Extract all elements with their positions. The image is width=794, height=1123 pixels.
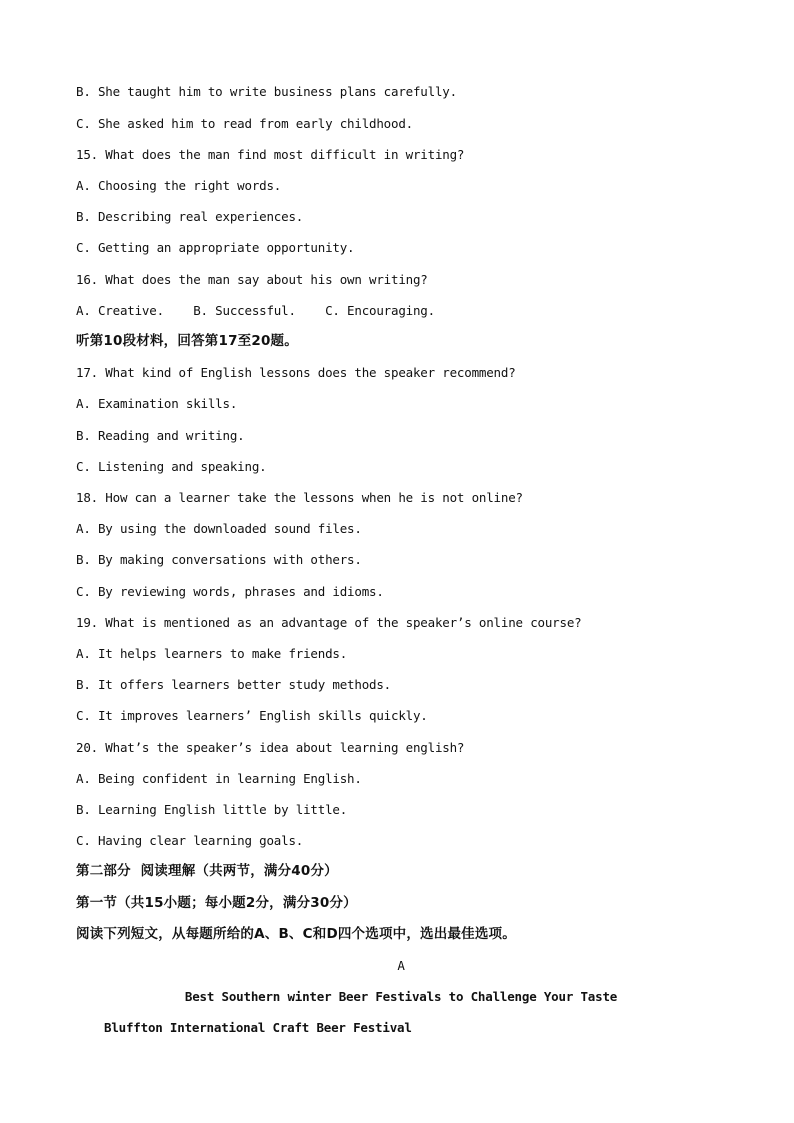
q17-question: 17. What kind of English lessons does the speaker recommend?: [76, 365, 516, 380]
section1-heading: 第一节（共15小题；每小题2分，满分30分）: [76, 895, 357, 911]
q14-option-c: C. She asked him to read from early childhood.: [76, 116, 413, 131]
q16-question: 16. What does the man say about his own writing?: [76, 272, 428, 287]
q18-option-a: A. By using the downloaded sound files.: [76, 521, 362, 536]
q17-option-c: C. Listening and speaking.: [76, 459, 267, 474]
q18-question: 18. How can a learner take the lessons when he is not online?: [76, 490, 523, 505]
q15-option-a: A. Choosing the right words.: [76, 178, 282, 193]
q19-option-b: B. It offers learners better study methods.: [76, 677, 392, 692]
section10-instruction: 听第10段材料，回答第17至20题。: [76, 333, 298, 349]
q18-option-c: C. By reviewing words, phrases and idioms.: [76, 584, 384, 599]
q19-question: 19. What is mentioned as an advantage of the speaker’s online course?: [76, 615, 582, 630]
q18-option-b: B. By making conversations with others.: [76, 552, 362, 567]
q14-option-b: B. She taught him to write business plans carefully.: [76, 84, 457, 99]
q15-option-b: B. Describing real experiences.: [76, 209, 304, 224]
q17-option-a: A. Examination skills.: [76, 396, 238, 411]
q20-option-b: B. Learning English little by little.: [76, 802, 348, 817]
q20-option-c: C. Having clear learning goals.: [76, 833, 304, 848]
q20-option-a: A. Being confident in learning English.: [76, 771, 362, 786]
q16-options: A. Creative. B. Successful. C. Encouraging.: [76, 303, 435, 318]
part2-heading: 第二部分 阅读理解（共两节，满分40分）: [76, 863, 338, 879]
reading-instruction: 阅读下列短文，从每题所给的A、B、C和D四个选项中，选出最佳选项。: [76, 926, 516, 942]
q20-question: 20. What’s the speaker’s idea about learning english?: [76, 740, 465, 755]
q15-question: 15. What does the man find most difficult in writing?: [76, 147, 465, 162]
passage-label: A: [397, 958, 405, 973]
q19-option-a: A. It helps learners to make friends.: [76, 646, 348, 661]
q19-option-c: C. It improves learners’ English skills quickly.: [76, 708, 428, 723]
passage-subheading: Bluffton International Craft Beer Festival: [104, 1020, 412, 1035]
q15-option-c: C. Getting an appropriate opportunity.: [76, 240, 355, 255]
passage-title: Best Southern winter Beer Festivals to Challenge Your Taste: [184, 989, 618, 1004]
q17-option-b: B. Reading and writing.: [76, 428, 245, 443]
